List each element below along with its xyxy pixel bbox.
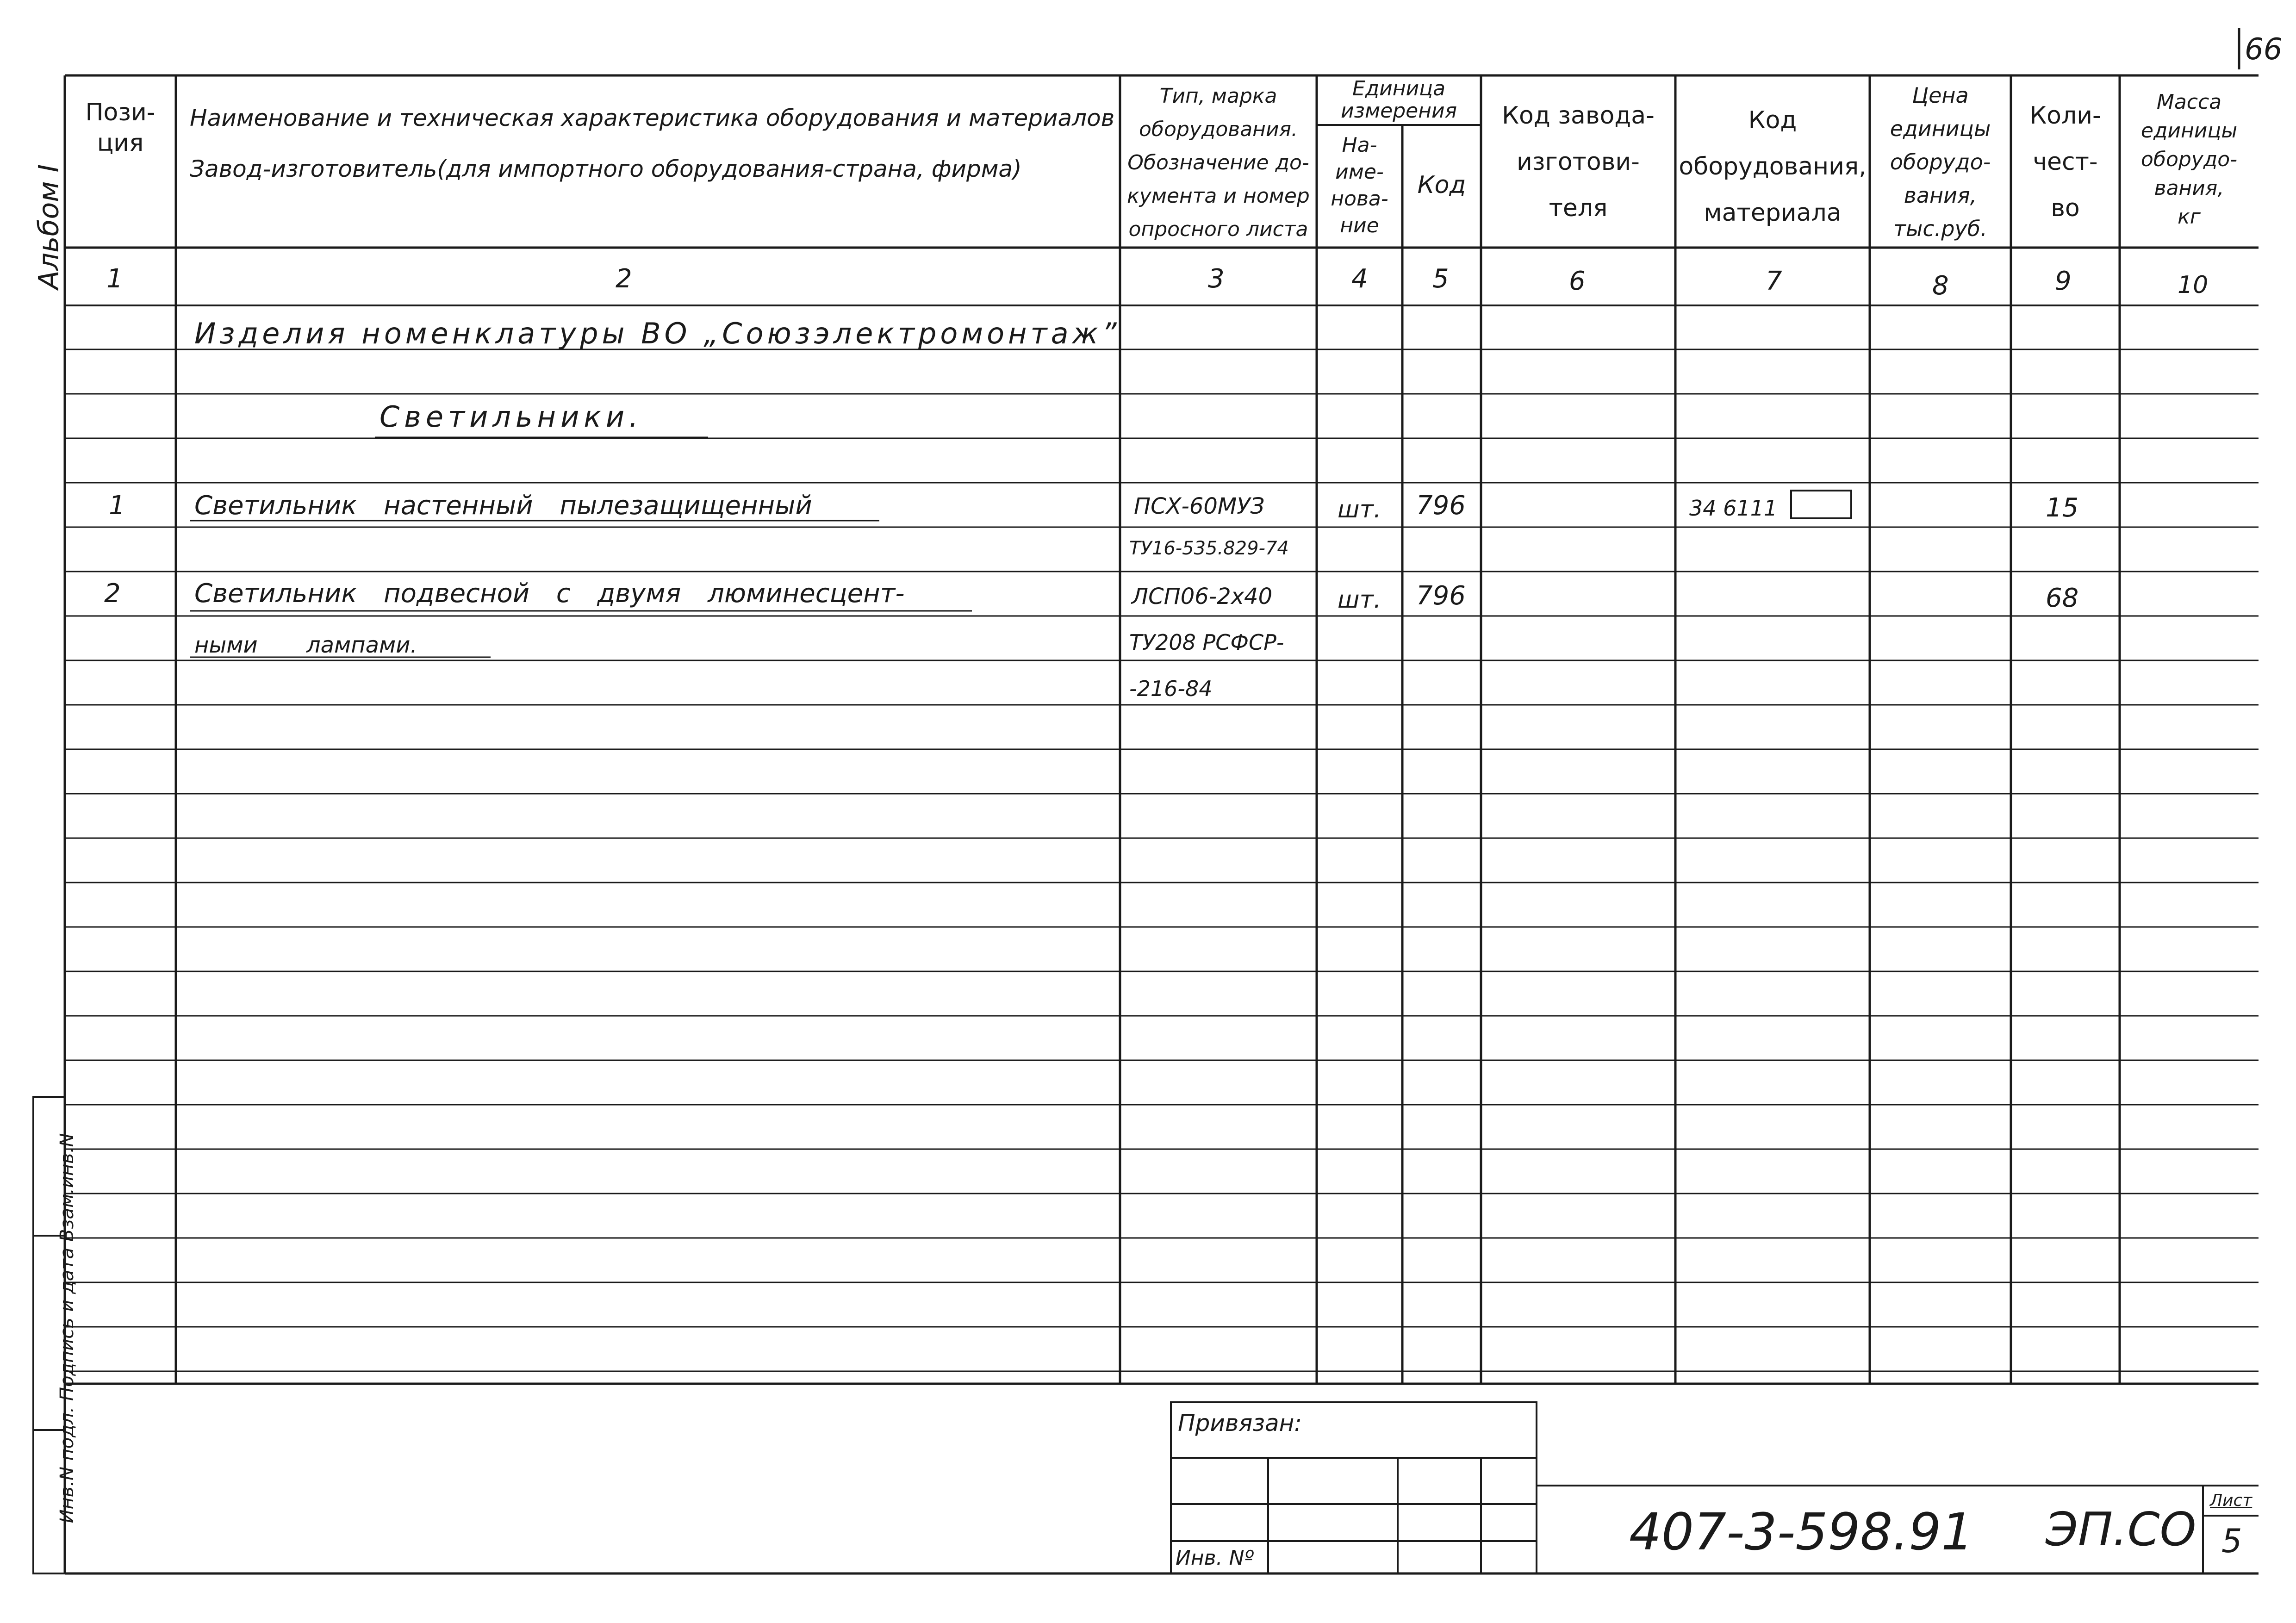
item2-doc-line1: ТУ208 РСФСР-	[1129, 630, 1284, 655]
col-header-type: Тип, марка оборудования. Обозначение до- кумента и номер опросного листа	[1127, 84, 1310, 241]
colnum-8: 8	[1932, 271, 1949, 301]
col-header-price: Цена единицы оборудо- вания, тыс.руб.	[1890, 83, 1991, 241]
col-header-unit-code: Код	[1417, 171, 1466, 199]
colnum-4: 4	[1351, 264, 1368, 294]
section-title: Изделия номенклатуры ВО „Союзэлектромонтаж”	[194, 317, 1120, 350]
colnum-7: 7	[1766, 266, 1782, 296]
colnum-2: 2	[616, 264, 632, 294]
colnum-10: 10	[2178, 271, 2209, 299]
item1-doc: ТУ16-535.829-74	[1129, 538, 1289, 559]
document-code: 407-3-598.91	[1629, 1502, 1974, 1561]
col-header-position: Пози- ция	[85, 99, 156, 157]
item1-unit-code: 796	[1416, 491, 1466, 521]
col-header-factory-code: Код завода- изготови- теля	[1502, 102, 1655, 222]
item1-position: 1	[109, 491, 125, 521]
item1-unit: шт.	[1338, 496, 1381, 523]
item2-name-line1: Светильник подвесной с двумя люминесцент-	[194, 578, 905, 609]
sheet-label: Лист	[2210, 1491, 2252, 1510]
col-header-quantity: Коли- чест- во	[2029, 102, 2101, 222]
item1-type: ПСХ-60МУЗ	[1134, 493, 1265, 519]
side-stamp: Инв.N подл. Подпись и дата Взам.инв.N	[56, 1133, 78, 1524]
item1-name: Светильник настенный пылезащищенный	[194, 491, 812, 521]
col-header-unit-group: Единица измерения	[1340, 77, 1457, 123]
sheet-number: 5	[2221, 1522, 2242, 1560]
item2-unit: шт.	[1338, 586, 1381, 614]
item2-doc-line2: -216-84	[1129, 676, 1213, 701]
colnum-9: 9	[2055, 266, 2072, 296]
item1-quantity: 15	[2046, 493, 2079, 523]
colnum-3: 3	[1208, 264, 1225, 294]
code-box	[1791, 491, 1851, 518]
col-header-equipment-code: Код оборудования, материала	[1679, 106, 1867, 227]
inventory-label: Инв. Nº	[1176, 1546, 1254, 1570]
item2-position: 2	[104, 578, 121, 609]
subsection-title: Светильники.	[380, 400, 643, 434]
colnum-1: 1	[106, 264, 123, 294]
colnum-5: 5	[1432, 264, 1449, 294]
item1-equipment-code: 34 6111	[1689, 496, 1778, 521]
item2-quantity: 68	[2046, 583, 2079, 613]
section-code: ЭП.СО	[2046, 1502, 2196, 1556]
col-header-unit-name: На- име- нова- ние	[1331, 133, 1388, 237]
item2-unit-code: 796	[1416, 581, 1466, 611]
col-header-name: Наименование и техническая характеристика оборудования и материалов Завод-изготовитель(для импортного оборудования-страна, фирма)	[190, 105, 1115, 182]
colnum-6: 6	[1569, 266, 1586, 296]
bound-label: Привязан:	[1178, 1410, 1302, 1436]
page-number: 66	[2245, 32, 2283, 67]
album-label: Альбом I	[32, 164, 65, 290]
item2-type: ЛСП06-2х40	[1132, 584, 1273, 609]
item2-name-line2: ными лампами.	[194, 632, 417, 658]
col-header-mass: Масса единицы оборудо- вания, кг	[2140, 90, 2238, 229]
